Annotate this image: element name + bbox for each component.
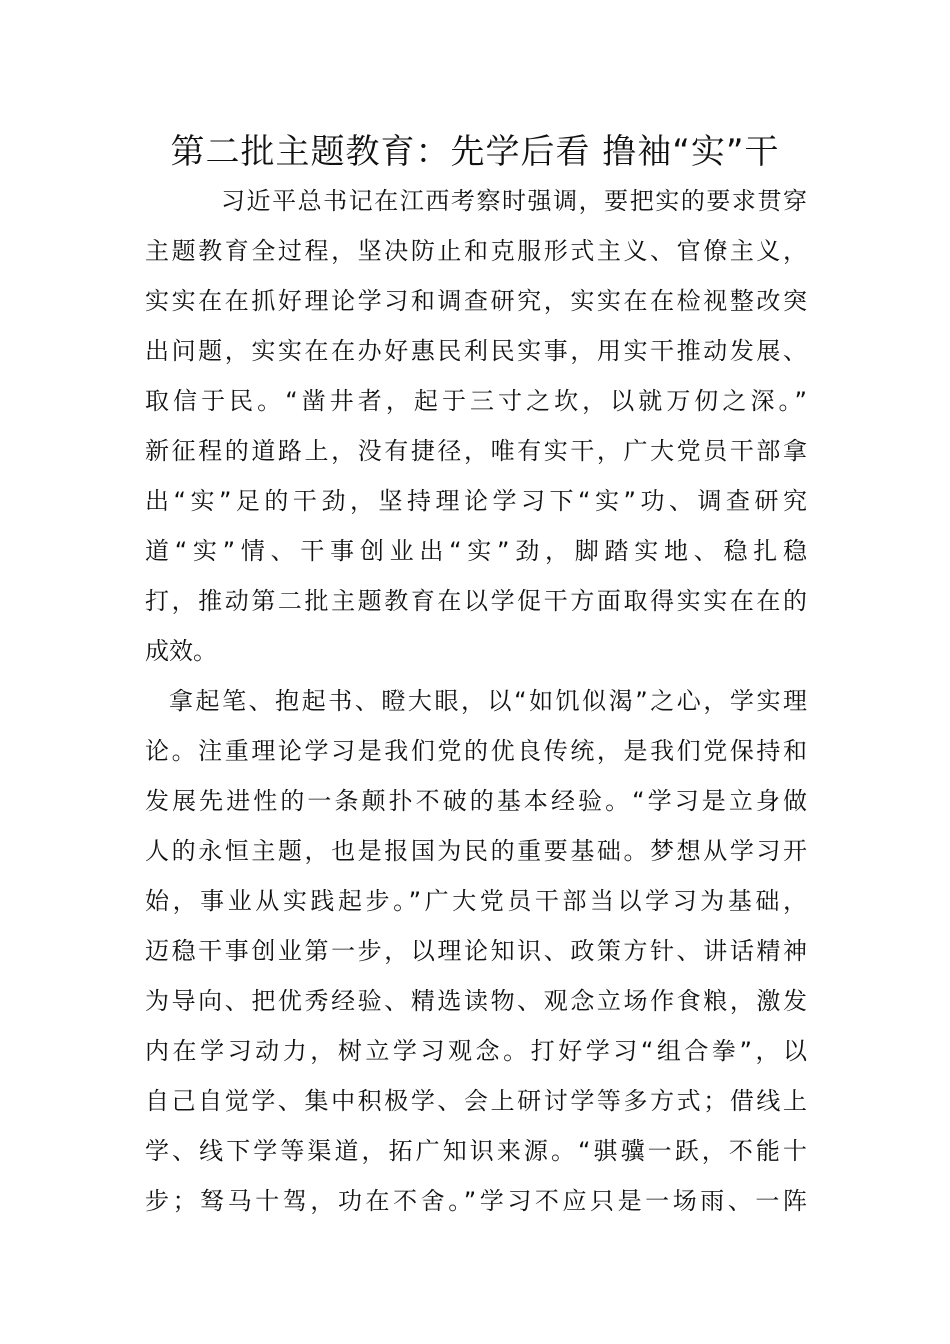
document-body <box>145 176 807 1226</box>
paragraph-line: 步；驽马十驾，功在不舍。”学习不应只是一场雨、一阵 <box>145 1187 807 1215</box>
paragraph-line: 始，事业从实践起步。”广大党员干部当以学习为基础， <box>145 887 807 915</box>
paragraph-line: 习近平总书记在江西考察时强调，要把实的要求贯穿 <box>221 187 807 215</box>
paragraph-line: 道“实”情、干事创业出“实”劲，脚踏实地、稳扎稳 <box>145 537 807 565</box>
paragraph-line: 内在学习动力，树立学习观念。打好学习“组合拳”，以 <box>145 1037 807 1065</box>
paragraph-line: 为导向、把优秀经验、精选读物、观念立场作食粮，激发 <box>145 987 807 1015</box>
paragraph-line: 成效。 <box>145 637 217 665</box>
paragraph-line: 新征程的道路上，没有捷径，唯有实干，广大党员干部拿 <box>145 437 807 465</box>
paragraph-line: 出问题，实实在在办好惠民利民实事，用实干推动发展、 <box>145 337 807 365</box>
paragraph-line: 取信于民。“凿井者，起于三寸之坎，以就万仞之深。” <box>145 387 807 415</box>
paragraph-line: 自己自觉学、集中积极学、会上研讨学等多方式；借线上 <box>145 1087 807 1115</box>
paragraph-line: 人的永恒主题，也是报国为民的重要基础。梦想从学习开 <box>145 837 807 865</box>
paragraph-line: 论。注重理论学习是我们党的优良传统，是我们党保持和 <box>145 737 807 765</box>
paragraph-line: 主题教育全过程，坚决防止和克服形式主义、官僚主义， <box>145 237 807 265</box>
paragraph-line: 出“实”足的干劲，坚持理论学习下“实”功、调查研究 <box>145 487 807 515</box>
paragraph-line: 迈稳干事创业第一步，以理论知识、政策方针、讲话精神 <box>145 937 807 965</box>
paragraph-line: 拿起笔、抱起书、瞪大眼，以“如饥似渴”之心，学实理 <box>169 687 807 715</box>
paragraph-line: 发展先进性的一条颠扑不破的基本经验。“学习是立身做 <box>145 787 807 815</box>
paragraph-line: 打，推动第二批主题教育在以学促干方面取得实实在在的 <box>145 587 807 615</box>
paragraph-2 <box>145 676 807 1226</box>
document-title: 第二批主题教育：先学后看 撸袖“实”干 <box>170 132 780 172</box>
paragraph-line: 学、线下学等渠道，拓广知识来源。“骐骥一跃，不能十 <box>145 1137 807 1165</box>
paragraph-1 <box>145 176 807 676</box>
paragraph-line: 实实在在抓好理论学习和调查研究，实实在在检视整改突 <box>145 287 807 315</box>
